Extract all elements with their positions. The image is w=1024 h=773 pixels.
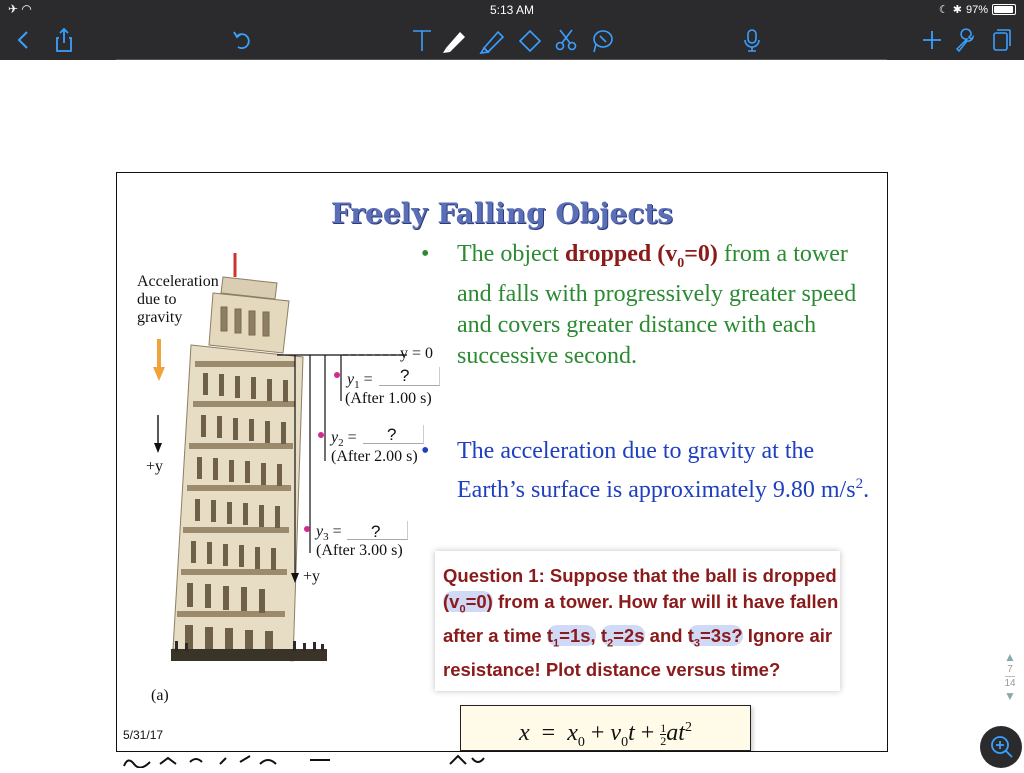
bullet1-pre: The object xyxy=(457,241,565,267)
formula-at: at xyxy=(666,720,685,746)
scissors-icon xyxy=(552,26,580,54)
hl1-main: (v xyxy=(443,590,460,612)
eraser-icon xyxy=(516,26,544,54)
add-icon xyxy=(918,26,946,54)
formula-half-den: 2 xyxy=(660,733,667,748)
highlighter-button[interactable] xyxy=(478,26,506,54)
highlighter-icon xyxy=(478,26,506,54)
plus-y-bottom-label: +y xyxy=(303,568,321,585)
formula-at-sup: 2 xyxy=(684,720,692,735)
settings-button[interactable] xyxy=(952,26,980,54)
page-total: 14 xyxy=(1004,678,1016,689)
bullet1-post: from a tower and falls with progressively greater speed and covers greater distance with each successive second. xyxy=(457,241,857,369)
bullet1-emph-post: =0) xyxy=(684,241,718,267)
formula-x0: x xyxy=(567,720,578,746)
bullet2-tail: . xyxy=(863,477,870,503)
battery-fill xyxy=(994,6,1013,13)
question-part4: Ignore air resistance! Plot distance versus time? xyxy=(443,624,833,680)
y1-value: ? xyxy=(400,366,410,385)
kinematics-formula xyxy=(460,705,751,751)
formula-x0-sub: 0 xyxy=(577,734,585,750)
lasso-icon xyxy=(588,26,616,54)
undo-icon xyxy=(228,26,256,54)
back-icon xyxy=(10,26,38,54)
scissors-button[interactable] xyxy=(552,26,580,54)
accel-line1: Acceleration xyxy=(137,273,219,290)
pen-tool-button[interactable] xyxy=(440,26,468,54)
lasso-button[interactable] xyxy=(588,26,616,54)
microphone-button[interactable] xyxy=(738,26,766,54)
zoom-button[interactable] xyxy=(980,726,1022,768)
accel-line2: due to xyxy=(137,291,177,308)
y1-var: y xyxy=(347,371,355,388)
question-box xyxy=(435,551,840,691)
hl3-main: t xyxy=(600,624,607,646)
add-button[interactable] xyxy=(918,26,946,54)
hl4-sub: 3 xyxy=(693,637,700,650)
page-top-border xyxy=(116,59,887,60)
formula-x: x xyxy=(519,720,530,746)
slide xyxy=(116,172,888,752)
pages-icon xyxy=(986,26,1014,54)
accel-line3: gravity xyxy=(137,309,183,326)
highlight-t1 xyxy=(546,624,596,650)
text-tool-icon xyxy=(408,26,436,54)
formula-eq: = xyxy=(541,720,556,746)
wrench-icon xyxy=(952,26,980,54)
hl3-post: =2s xyxy=(613,624,645,646)
hl4-post: =3s? xyxy=(699,624,743,646)
microphone-icon xyxy=(738,26,766,54)
hl4-main: t xyxy=(687,624,694,646)
y1-answer-box xyxy=(379,367,440,386)
y2-var: y xyxy=(331,429,339,446)
acceleration-label xyxy=(137,273,219,327)
eraser-button[interactable] xyxy=(516,26,544,54)
formula-half-num: 1 xyxy=(660,720,667,735)
page-indicator xyxy=(996,650,1024,703)
y3-time: (After 3.00 s) xyxy=(316,542,403,559)
y3-value: ? xyxy=(371,522,381,541)
status-right xyxy=(939,3,1016,16)
formula-t: t xyxy=(628,720,635,746)
formula-plus1: + xyxy=(590,720,605,746)
zoom-in-icon xyxy=(980,726,1022,768)
bullet-dot: • xyxy=(421,438,430,464)
pages-button[interactable] xyxy=(986,26,1014,54)
y2-time: (After 2.00 s) xyxy=(331,448,418,465)
highlight-t3 xyxy=(687,624,743,650)
slide-date: 5/31/17 xyxy=(123,728,164,742)
question-part1: Question 1: Suppose that the ball is dropped xyxy=(443,565,837,586)
formula-plus2: + xyxy=(640,720,655,746)
battery-icon xyxy=(992,4,1016,15)
battery-percent: 97% xyxy=(965,3,988,16)
handwriting-scribble xyxy=(120,752,520,768)
highlight-t2 xyxy=(600,624,645,650)
hl2-main: t xyxy=(546,624,554,646)
question-part2: from a tower. How far will it have fallen after a time xyxy=(443,590,839,646)
status-bar xyxy=(0,0,1024,20)
formula-v0: v xyxy=(610,720,622,746)
bluetooth-icon: ✱ xyxy=(952,4,962,16)
hl1-post: =0) xyxy=(465,590,493,612)
y0-label: y = 0 xyxy=(400,345,434,362)
y3-eq: = xyxy=(328,523,342,540)
toolbar xyxy=(0,20,1024,60)
back-button[interactable] xyxy=(10,26,38,54)
status-time: 5:13 AM xyxy=(489,3,535,17)
y3-sub: 3 xyxy=(323,531,329,544)
bullet-dot: • xyxy=(421,241,430,267)
share-icon xyxy=(50,26,78,54)
wifi-icon: ◠ xyxy=(21,2,32,16)
figure-caption: (a) xyxy=(151,687,169,704)
pen-icon xyxy=(440,26,468,54)
y3-var: y xyxy=(316,523,324,540)
undo-button[interactable] xyxy=(228,26,256,54)
highlight-v0 xyxy=(443,590,493,616)
y1-sub: 1 xyxy=(354,379,360,392)
bullet2-text: The acceleration due to gravity at the Earth’s surface is approximately 9.80 m/s xyxy=(457,438,856,503)
formula-v0-sub: 0 xyxy=(621,734,629,750)
y1-eq: = xyxy=(359,371,373,388)
text-tool-button[interactable] xyxy=(408,26,436,54)
hl1-sub: 0 xyxy=(459,603,466,616)
bullet2-sup: 2 xyxy=(855,476,864,492)
bullet1-emph: dropped (v xyxy=(564,241,678,267)
moon-icon: ☾ xyxy=(938,4,949,16)
hl2-post: =1s, xyxy=(559,624,596,646)
slide-title: Freely Falling Objects xyxy=(330,197,674,230)
page-down-icon[interactable]: ▼ xyxy=(1004,689,1016,703)
question-part3: and xyxy=(644,624,688,646)
bullet1-emph-sub: 0 xyxy=(677,255,685,271)
share-button[interactable] xyxy=(50,26,78,54)
y2-sub: 2 xyxy=(338,437,344,450)
y2-value: ? xyxy=(387,425,397,444)
plus-y-label: +y xyxy=(146,458,164,475)
hl3-sub: 2 xyxy=(607,637,614,650)
page-divider xyxy=(1005,676,1015,677)
y1-time: (After 1.00 s) xyxy=(345,390,432,407)
airplane-mode-icon: ✈ xyxy=(8,2,19,16)
y2-eq: = xyxy=(343,429,357,446)
page-up-icon[interactable]: ▲ xyxy=(1004,650,1016,664)
page-current: 7 xyxy=(1007,664,1013,675)
question-text xyxy=(443,563,843,682)
hl2-sub: 1 xyxy=(553,637,560,650)
